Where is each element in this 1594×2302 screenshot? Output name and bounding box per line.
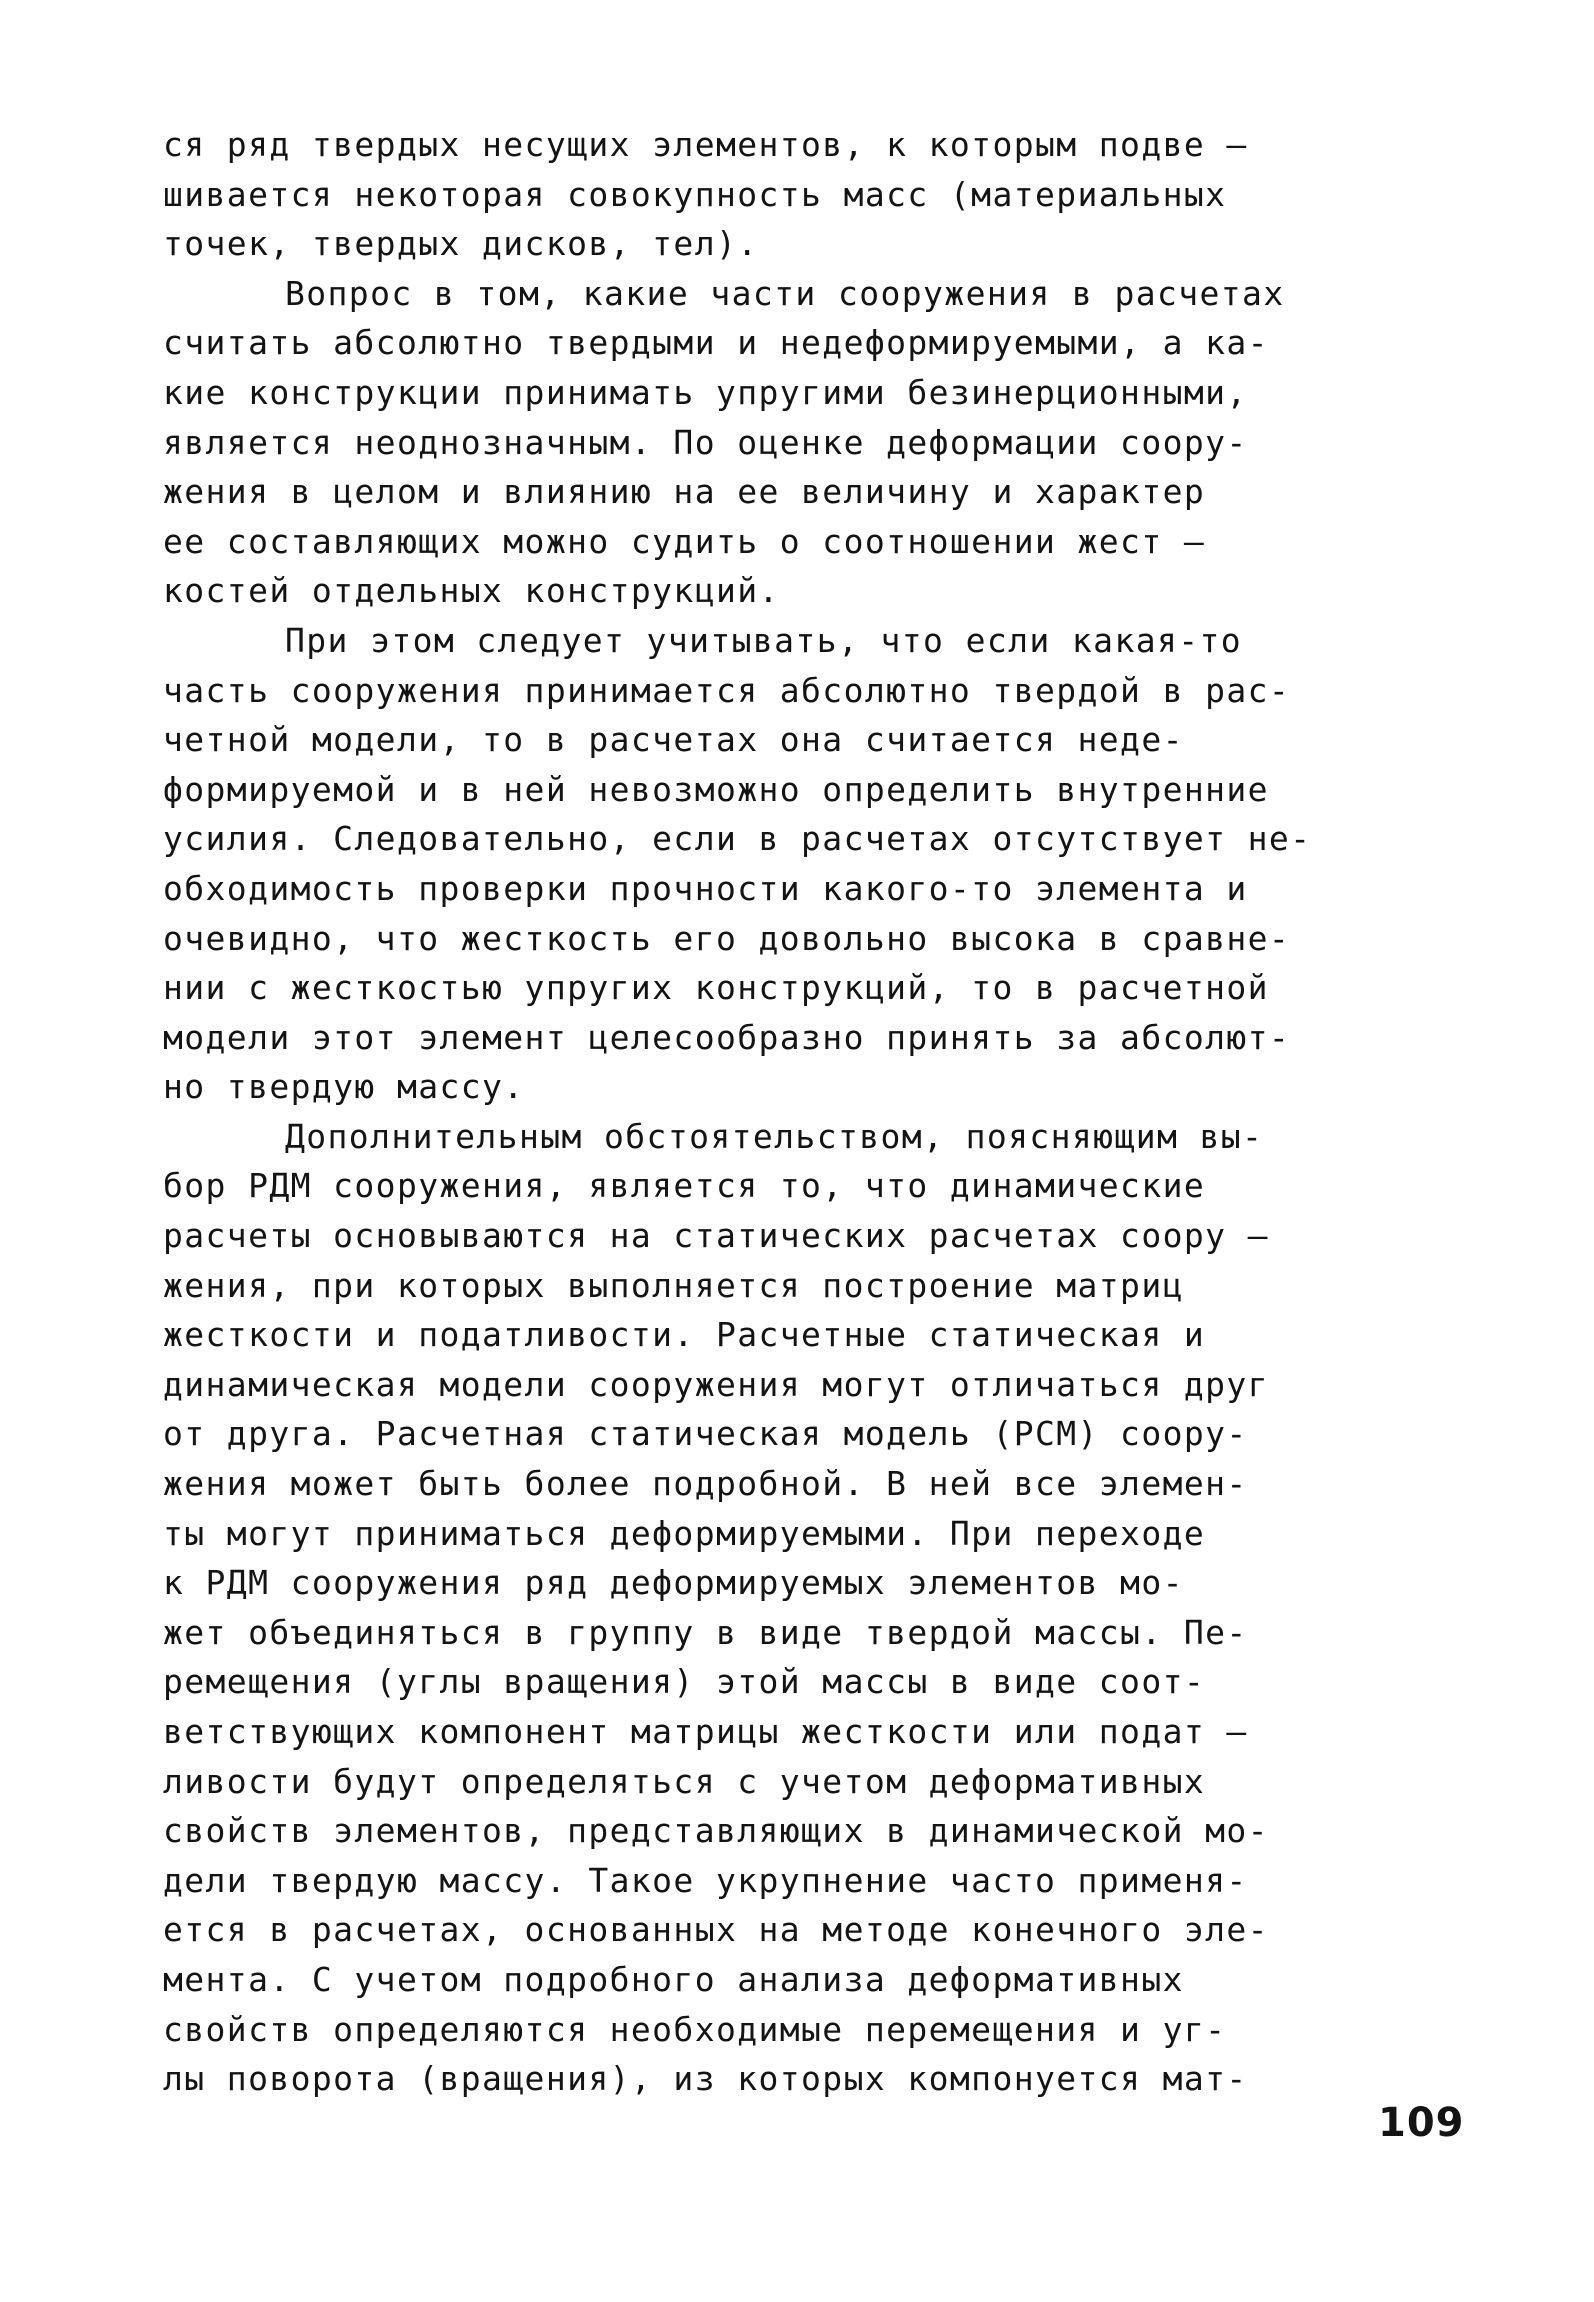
text-line: свойств определяются необходимые перемещения и уг- — [163, 2009, 1227, 2049]
text-line: ремещения (углы вращения) этой массы в виде соот- — [163, 1662, 1206, 1702]
text-line: При этом следует учитывать, что если какая-то — [285, 620, 1243, 660]
text-line: очевидно, что жесткость его довольно высока в сравне- — [163, 918, 1291, 958]
text-line: ее составляющих можно судить о соотношении жест – — [163, 521, 1206, 561]
text-line: ты могут приниматься деформируемыми. При переходе — [163, 1513, 1206, 1553]
text-line: ется в расчетах, основанных на методе конечного эле- — [163, 1910, 1269, 1950]
text-line: кие конструкции принимать упругими безинерционными, — [163, 372, 1248, 412]
text-line: к РДМ сооружения ряд деформируемых элементов мо- — [163, 1563, 1184, 1603]
text-line: формируемой и в ней невозможно определить внутренние — [163, 769, 1269, 809]
text-line: жения, при которых выполняется построение матриц — [163, 1265, 1184, 1305]
text-line: расчеты основываются на статических расчетах соору – — [163, 1216, 1269, 1256]
body-text — [163, 120, 1483, 2104]
text-line: считать абсолютно твердыми и недеформируемыми, а ка- — [163, 323, 1269, 363]
text-line: шивается некоторая совокупность масс (материальных — [163, 174, 1227, 214]
text-line: бор РДМ сооружения, является то, что динамические — [163, 1166, 1206, 1206]
text-line: но твердую массу. — [163, 1067, 525, 1107]
text-line: четной модели, то в расчетах она считается неде- — [163, 720, 1184, 760]
text-line: является неоднозначным. По оценке деформации соору- — [163, 422, 1248, 462]
text-line: жесткости и податливости. Расчетные статическая и — [163, 1315, 1206, 1355]
text-line: жения в целом и влиянию на ее величину и характер — [163, 472, 1206, 512]
text-line: усилия. Следовательно, если в расчетах отсутствует не- — [163, 819, 1312, 859]
text-line: точек, твердых дисков, тел). — [163, 224, 759, 264]
text-line: жет объединяться в группу в виде твердой массы. Пе- — [163, 1612, 1248, 1652]
text-line: ливости будут определяться с учетом деформативных — [163, 1761, 1206, 1801]
text-line: дели твердую массу. Такое укрупнение часто применя- — [163, 1860, 1248, 1900]
text-line: свойств элементов, представляющих в динамической мо- — [163, 1811, 1269, 1851]
text-line: часть сооружения принимается абсолютно твердой в рас- — [163, 670, 1291, 710]
text-line: обходимость проверки прочности какого-то элемента и — [163, 868, 1248, 908]
text-line: костей отдельных конструкций. — [163, 571, 780, 611]
text-line: от друга. Расчетная статическая модель (РСМ) соору- — [163, 1414, 1248, 1454]
page-number: 109 — [1378, 2100, 1465, 2146]
text-line: жения может быть более подробной. В ней все элемен- — [163, 1464, 1248, 1504]
text-line: лы поворота (вращения), из которых компонуется мат- — [163, 2059, 1248, 2099]
text-line: Дополнительным обстоятельством, поясняющим вы- — [285, 1116, 1264, 1156]
text-line: ветствующих компонент матрицы жесткости или подат – — [163, 1712, 1248, 1751]
text-line: динамическая модели сооружения могут отличаться друг — [163, 1364, 1269, 1404]
text-line: мента. С учетом подробного анализа деформативных — [163, 1959, 1184, 1999]
text-line: нии с жесткостью упругих конструкций, то в расчетной — [163, 968, 1269, 1008]
text-line: Вопрос в том, какие части сооружения в расчетах — [285, 273, 1285, 313]
text-line: модели этот элемент целесообразно принять за абсолют- — [163, 1017, 1291, 1057]
text-line: ся ряд твердых несущих элементов, к которым подве – — [163, 125, 1248, 164]
